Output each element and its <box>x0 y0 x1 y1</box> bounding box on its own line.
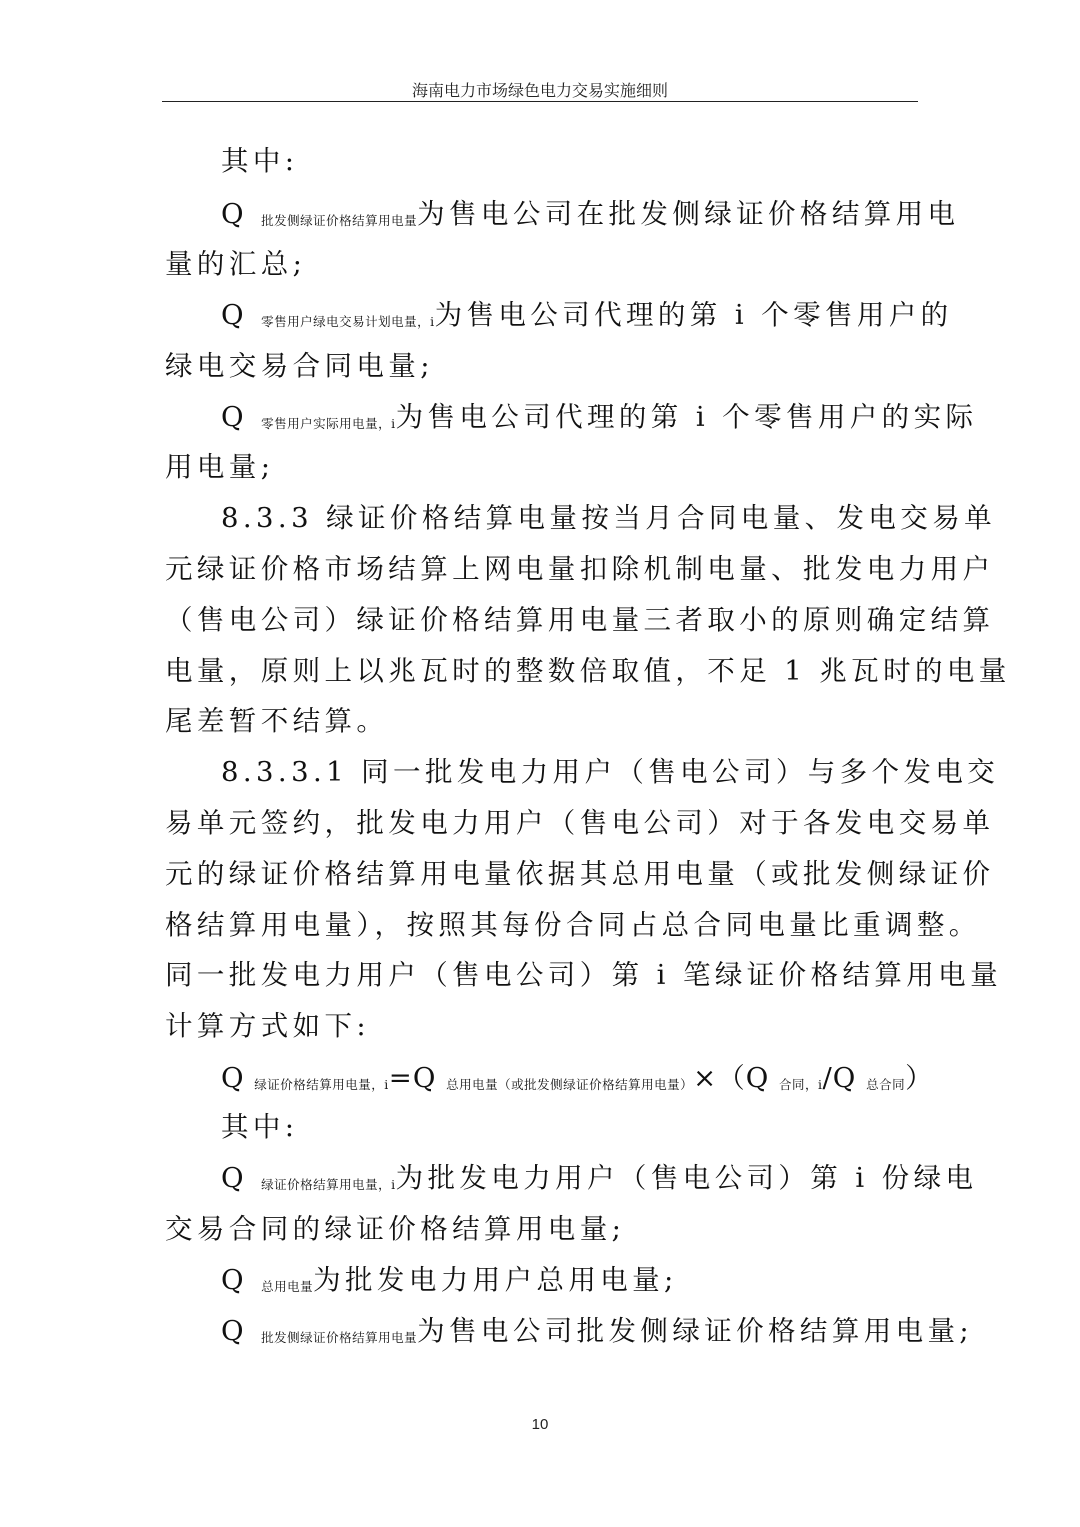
subscript: 零售用户实际用电量，i <box>261 416 396 431</box>
var-q: Q <box>221 1062 245 1094</box>
paragraph-line: 量的汇总; <box>165 248 307 280</box>
paragraph-line <box>221 1263 921 1304</box>
paragraph-line: 其中: <box>221 1111 299 1143</box>
paragraph-line: 交易合同的绿证价格结算用电量; <box>165 1213 626 1245</box>
var-q: Q <box>221 198 248 230</box>
paragraph-line: 格结算用电量），按照其每份合同占总合同电量比重调整。 <box>165 909 981 941</box>
paragraph-line <box>221 197 960 238</box>
subscript: 批发侧绿证价格结算用电量 <box>261 213 418 228</box>
paragraph-line <box>221 1161 978 1202</box>
paragraph-line: 尾差暂不结算。 <box>165 705 389 737</box>
paragraph-line: 其中: <box>221 145 299 177</box>
formula-op: ×（Q <box>693 1062 770 1094</box>
paragraph-line <box>221 400 978 441</box>
paragraph-line <box>221 1314 974 1355</box>
subscript: 绿证价格结算用电量，i <box>261 1177 396 1192</box>
subscript: 总合同 <box>866 1077 906 1092</box>
paragraph-line: （售电公司）绿证价格结算用电量三者取小的原则确定结算 <box>165 604 995 636</box>
subscript: 总用电量（或批发侧绿证价格结算用电量） <box>446 1077 694 1092</box>
paragraph-line: 电量，原则上以兆瓦时的整数倍取值，不足 1 兆瓦时的电量 <box>165 655 1011 687</box>
subscript: 总用电量 <box>261 1279 314 1294</box>
text: 为售电公司批发侧绿证价格结算用电量; <box>417 1315 974 1347</box>
paragraph-line: 元绿证价格市场结算上网电量扣除机制电量、批发电力用户 <box>165 553 995 585</box>
var-q: Q <box>221 1162 248 1194</box>
text: 为售电公司代理的第 i 个零售用户的实际 <box>395 401 978 433</box>
paragraph-line: 元的绿证价格结算用电量依据其总用电量（或批发侧绿证价 <box>165 858 995 890</box>
header-divider <box>162 101 918 102</box>
formula-op: /Q <box>822 1062 857 1094</box>
formula-op: =Q <box>388 1062 437 1094</box>
text: 为批发电力用户（售电公司）第 i 份绿电 <box>395 1162 978 1194</box>
page-number: 10 <box>531 1416 549 1433</box>
paragraph-line: 8.3.3 绿证价格结算电量按当月合同电量、发电交易单 <box>221 502 997 534</box>
text: 为售电公司代理的第 i 个零售用户的 <box>434 299 953 331</box>
paragraph-line: 用电量; <box>165 451 275 483</box>
subscript: 合同，i <box>779 1077 823 1092</box>
formula <box>221 1061 934 1102</box>
paragraph-line: 计算方式如下: <box>165 1010 371 1042</box>
var-q: Q <box>221 1264 248 1296</box>
formula-op: ） <box>905 1062 934 1094</box>
paragraph-line: 易单元签约，批发电力用户（售电公司）对于各发电交易单 <box>165 807 995 839</box>
var-q: Q <box>221 1315 248 1347</box>
paragraph-line: 8.3.3.1 同一批发电力用户（售电公司）与多个发电交 <box>221 756 1000 788</box>
paragraph-line <box>221 298 953 339</box>
running-header: 海南电力市场绿色电力交易实施细则 <box>411 81 668 100</box>
text: 为批发电力用户总用电量; <box>313 1264 678 1296</box>
paragraph-line: 绿电交易合同电量; <box>165 350 434 382</box>
var-q: Q <box>221 401 248 433</box>
paragraph-line: 同一批发电力用户（售电公司）第 i 笔绿证价格结算用电量 <box>165 959 1002 991</box>
subscript: 批发侧绿证价格结算用电量 <box>261 1330 418 1345</box>
subscript: 零售用户绿电交易计划电量，i <box>261 314 435 329</box>
subscript: 绿证价格结算用电量，i <box>254 1077 389 1092</box>
text: 为售电公司在批发侧绿证价格结算用电 <box>417 198 960 230</box>
var-q: Q <box>221 299 248 331</box>
